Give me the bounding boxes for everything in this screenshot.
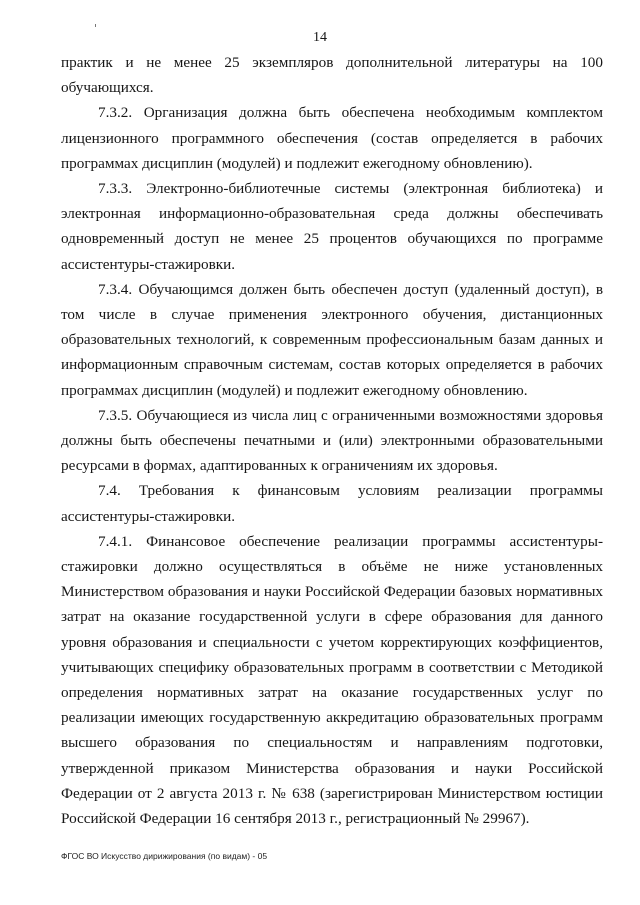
paragraph-7-4-1: 7.4.1. Финансовое обеспечение реализации программы ассистентуры-стажировки должно осуществляться в объёме не ниже установленных Министерством образования и науки Российской Федерации базовых нормативных затрат на оказание государственной услуги в сфере образования для данного уровня образования и специальности с учетом корректирующих коэффициентов, учитывающих специфику образовательных программ в соответствии с Методикой определения нормативных затрат на оказание государственных услуг по реализации имеющих государственную аккредитацию образовательных программ высшего образования по специальностям и направлениям подготовки, утвержденной приказом Министерства образования и науки Российской Федерации от 2 августа 2013 г. № 638 (зарегистрирован Министерством юстиции Российской Федерации 16 сентября 2013 г., регистрационный № 29967). [61,532,603,828]
scan-mark [95,24,96,27]
document-footer: ФГОС ВО Искусство дирижирования (по видам) - 05 [61,851,268,861]
paragraph-7-3-4: 7.3.4. Обучающимся должен быть обеспечен доступ (удаленный доступ), в том числе в случае применения электронного обучения, дистанционных образовательных технологий, к современным профессиональным базам данных и информационным справочным системам, состав которых определяется в рабочих программах дисциплин (модулей) и подлежит ежегодному обновлению. [61,280,603,399]
document-body [61,50,603,831]
paragraph-7-3-3: 7.3.3. Электронно-библиотечные системы (электронная библиотека) и электронная информационно-образовательная среда должны обеспечивать одновременный доступ не менее 25 процентов обучающихся по программе ассистентуры-стажировки. [61,180,603,273]
page-number: 14 [313,30,327,45]
paragraph-7-3-5: 7.3.5. Обучающиеся из числа лиц с ограниченными возможностями здоровья должны быть обеспечены печатными и (или) электронными образовательными ресурсами в формах, адаптированных к ограничениям их здоровья. [61,406,603,475]
paragraph-7-4: 7.4. Требования к финансовым условиям реализации программы ассистентуры-стажировки. [61,482,603,525]
paragraph-literature: практик и не менее 25 экземпляров дополнительной литературы на 100 обучающихся. [61,54,603,97]
paragraph-7-3-2: 7.3.2. Организация должна быть обеспечена необходимым комплектом лицензионного программного обеспечения (состав определяется в рабочих программах дисциплин (модулей) и подлежит ежегодному обновлению). [61,104,603,172]
